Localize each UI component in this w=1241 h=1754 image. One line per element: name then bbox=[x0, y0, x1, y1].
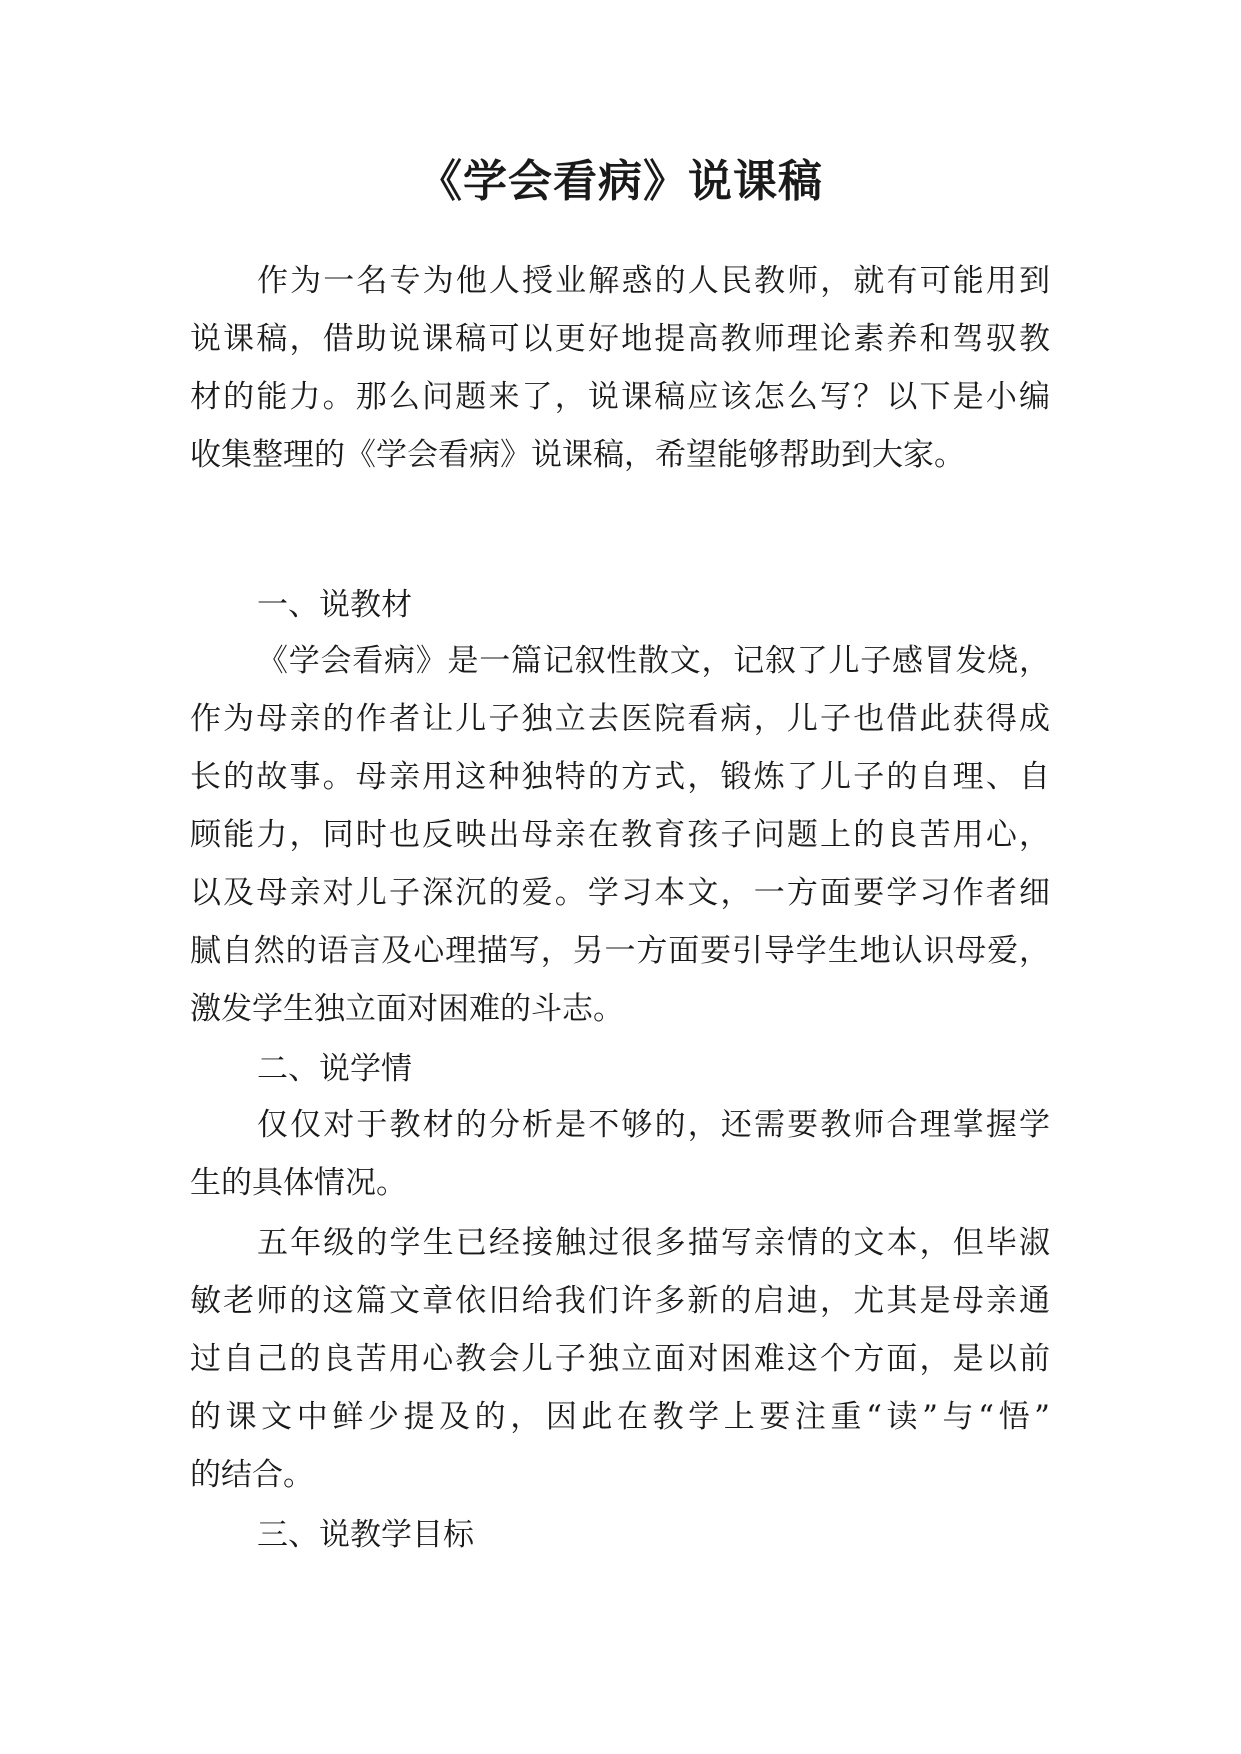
students-line-7: 的结合。 bbox=[190, 1457, 314, 1493]
textbook-line-1: 《学会看病》是一篇记叙性散文，记叙了儿子感冒发烧， bbox=[257, 643, 1050, 679]
textbook-line-4: 顾能力，同时也反映出母亲在教育孩子问题上的良苦用心， bbox=[190, 817, 1050, 853]
intro-line-1: 作为一名专为他人授业解惑的人民教师，就有可能用到 bbox=[257, 263, 1050, 299]
section-heading-students: 二、说学情 bbox=[257, 1051, 412, 1087]
students-line-3: 五年级的学生已经接触过很多描写亲情的文本，但毕淑 bbox=[257, 1225, 1050, 1261]
students-line-4: 敏老师的这篇文章依旧给我们许多新的启迪，尤其是母亲通 bbox=[190, 1283, 1050, 1319]
section-heading-objectives: 三、说教学目标 bbox=[257, 1517, 474, 1553]
textbook-line-7: 激发学生独立面对困难的斗志。 bbox=[190, 991, 624, 1027]
textbook-line-2: 作为母亲的作者让儿子独立去医院看病，儿子也借此获得成 bbox=[190, 701, 1050, 737]
section-heading-textbook: 一、说教材 bbox=[257, 587, 412, 623]
students-line-2: 生的具体情况。 bbox=[190, 1165, 407, 1201]
students-line-5: 过自己的良苦用心教会儿子独立面对困难这个方面，是以前 bbox=[190, 1341, 1050, 1377]
students-line-6: 的课文中鲜少提及的，因此在教学上要注重“读”与“悟” bbox=[190, 1399, 1050, 1435]
textbook-line-3: 长的故事。母亲用这种独特的方式，锻炼了儿子的自理、自 bbox=[190, 759, 1050, 795]
document-title: 《学会看病》说课稿 bbox=[418, 156, 823, 207]
intro-line-3: 材的能力。那么问题来了，说课稿应该怎么写？以下是小编 bbox=[190, 379, 1050, 415]
intro-line-4: 收集整理的《学会看病》说课稿，希望能够帮助到大家。 bbox=[190, 437, 965, 473]
students-line-1: 仅仅对于教材的分析是不够的，还需要教师合理掌握学 bbox=[257, 1107, 1050, 1143]
textbook-line-6: 腻自然的语言及心理描写，另一方面要引导学生地认识母爱， bbox=[190, 933, 1050, 969]
intro-line-2: 说课稿，借助说课稿可以更好地提高教师理论素养和驾驭教 bbox=[190, 321, 1050, 357]
textbook-line-5: 以及母亲对儿子深沉的爱。学习本文，一方面要学习作者细 bbox=[190, 875, 1050, 911]
